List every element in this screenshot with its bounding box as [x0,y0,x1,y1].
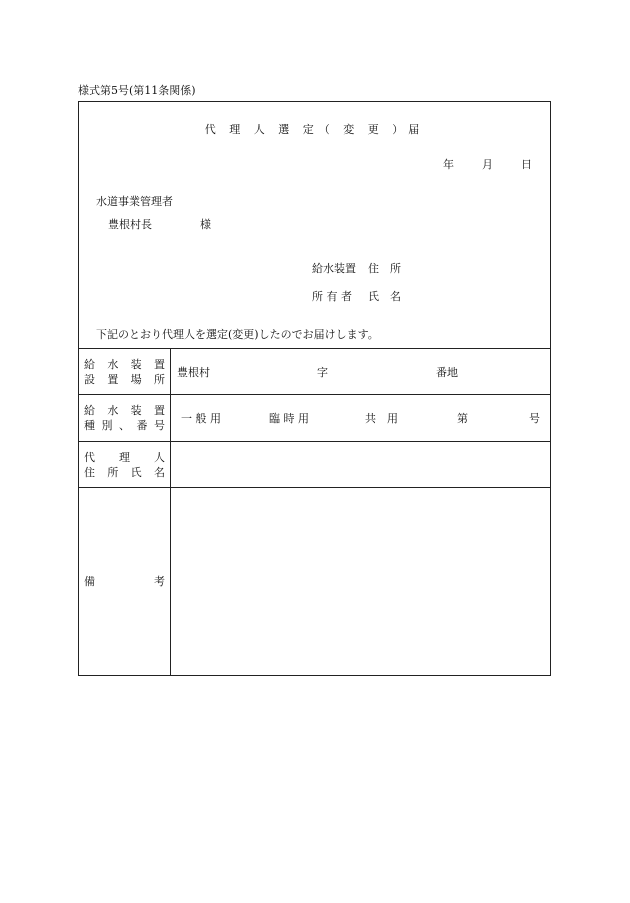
table-row [79,488,550,675]
banchi-label: 番地 [436,365,458,379]
aza-label: 字 [317,365,328,379]
date-year-label: 年 [443,158,454,171]
notice-text: 下記のとおり代理人を選定(変更)したのでお届けします。 [96,328,379,341]
row-header [79,395,171,441]
header-line: 代 理 人 [84,450,165,464]
addressee: 水道事業管理者 [96,195,173,208]
applicant-block [312,260,401,304]
header-line: 備 考 [84,575,165,588]
row-header [79,349,171,394]
applicant-label-2: 所 有 者 [312,290,352,303]
remarks-field[interactable] [171,488,550,675]
form-number: 様式第5号(第11条関係) [78,84,196,97]
honorific: 様 [200,218,211,231]
header-line: 種 別 、 番 号 [84,419,165,432]
row-header [79,488,171,675]
date-day-label: 日 [521,158,532,171]
mayor-name: 豊根村長 [108,218,152,231]
village-label: 豊根村 [177,365,210,379]
location-field[interactable] [171,349,550,394]
table-row [79,442,550,488]
number-suffix-label: 号 [529,412,540,425]
header-line: 給 水 装 置 [84,357,165,371]
form-title: 代 理 人 選 定（ 変 更 ）届 [204,123,425,136]
header-line: 給 水 装 置 [84,404,165,417]
applicant-name-label: 氏 名 [368,290,401,303]
type-number-field[interactable] [171,395,550,441]
date-month-label: 月 [482,158,493,171]
header-line: 設 置 場 所 [84,372,165,386]
header-line: 住 所 氏 名 [84,465,165,479]
details-table [79,348,550,675]
applicant-label-1: 給水装置 [312,262,356,275]
temporary-use-label: 臨 時 用 [269,412,309,425]
general-use-label: 一 般 用 [181,412,221,425]
date-line [443,156,532,172]
agent-address-name-field[interactable] [171,442,550,487]
applicant-address-label: 住 所 [368,262,401,275]
shared-use-label: 共 用 [365,412,398,425]
table-row [79,349,550,395]
table-row [79,395,550,442]
form-frame [78,101,551,676]
row-header [79,442,171,487]
number-prefix-label: 第 [457,412,468,425]
